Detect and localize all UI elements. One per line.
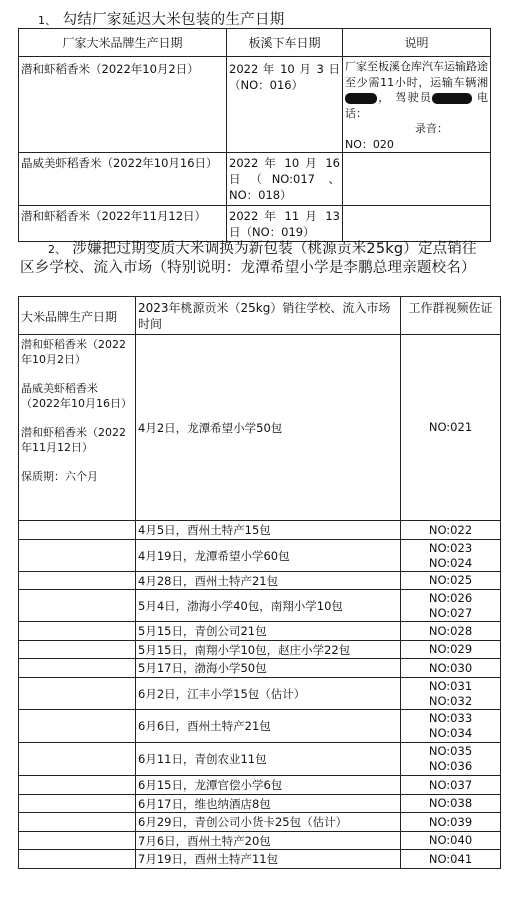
brand-empty-cell [19, 521, 136, 540]
brand-cell: 潜和虾稻香米（2022年11月12日） [19, 206, 227, 242]
sale-cell: 4月2日，龙潭希望小学50包 [136, 335, 401, 521]
evidence-cell [401, 590, 501, 622]
table-row [19, 572, 501, 590]
sale-cell: 5月15日，南翔小学10包，赵庄小学22包 [136, 641, 401, 659]
brand-empty-cell [19, 622, 136, 641]
table-row [19, 206, 491, 242]
section2-title: 涉嫌把过期变质大米调换为新包装（桃源贡米25kg）定点销往区乡学校、流入市场（特别说明：龙潭希望小学是李鹏总理亲题校名） [20, 241, 477, 276]
evidence-no: NO:032 [428, 693, 473, 708]
brand-empty-cell [19, 832, 136, 850]
table-row [19, 540, 501, 572]
evidence-no: NO:023 [428, 540, 473, 555]
sale-cell: 6月11日，青创农业11包 [136, 743, 401, 776]
table-row [19, 850, 501, 869]
brand-empty-cell [19, 572, 136, 590]
sale-cell: 5月4日，渤海小学40包，南翔小学10包 [136, 590, 401, 622]
evidence-cell [401, 540, 501, 572]
col-brand-header: 大米品牌生产日期 [19, 297, 136, 335]
brand-empty-cell [19, 710, 136, 743]
table-row [19, 659, 501, 678]
evidence-cell: NO:029 [401, 641, 501, 659]
brand-list-cell [19, 335, 136, 521]
table2-header-row [19, 297, 501, 335]
production-date-table [18, 28, 491, 242]
brand-cell: 潜和虾稻香米（2022年10月2日） [19, 57, 227, 153]
col-evidence-header: 工作群视频佐证 [401, 297, 501, 335]
arrival-cell: 2022 年 10 月 3 日（NO：016） [227, 57, 343, 153]
sale-cell: 4月5日，酉州土特产15包 [136, 521, 401, 540]
brand-empty-cell [19, 795, 136, 813]
sale-cell: 5月17日，渤海小学50包 [136, 659, 401, 678]
section2-number: 2、 [48, 243, 67, 256]
evidence-cell: NO:028 [401, 622, 501, 641]
note-no: NO：020 [345, 137, 394, 151]
table-row [19, 335, 501, 521]
brand-empty-cell [19, 678, 136, 710]
evidence-cell: NO:025 [401, 572, 501, 590]
brand-item: 潜和虾稻香米（2022年10月2日） [21, 338, 126, 366]
brand-empty-cell [19, 813, 136, 832]
brand-empty-cell [19, 776, 136, 795]
evidence-no: NO:024 [428, 555, 473, 570]
evidence-cell [401, 743, 501, 776]
evidence-cell [401, 678, 501, 710]
table-row [19, 641, 501, 659]
evidence-no: NO:034 [428, 726, 473, 740]
note-cell: 厂家至板溪仓库汽车运输路途至少需11小时，运输车辆湘， 驾驶员 电话： 录音： NO：020 [343, 57, 491, 153]
col-note-header: 说明 [343, 29, 491, 57]
arrival-cell: 2022 年 11 月 13 日（NO：019） [227, 206, 343, 242]
note-recording: 录音： [415, 122, 448, 135]
evidence-cell: NO:039 [401, 813, 501, 832]
table-row [19, 521, 501, 540]
table-row [19, 57, 491, 153]
sale-cell: 4月19日，龙潭希望小学60包 [136, 540, 401, 572]
evidence-no: NO:026 [428, 590, 473, 605]
redaction-mark [345, 93, 377, 104]
note-text: 厂家至板溪仓库汽车运输路途至少需11小时，运输车辆湘 [345, 60, 488, 89]
brand-cell: 晶威美虾稻香米（2022年10月16日） [19, 153, 227, 206]
redaction-mark [432, 93, 472, 104]
evidence-cell [401, 710, 501, 743]
evidence-no: NO:027 [428, 605, 473, 620]
section2-heading [20, 240, 486, 278]
sale-cell: 6月2日，江丰小学15包（估计） [136, 678, 401, 710]
evidence-cell: NO:037 [401, 776, 501, 795]
arrival-cell: 2022 年 10 月 16 日（NO:017 、 NO：018） [227, 153, 343, 206]
section1-number: 1、 [38, 14, 57, 27]
brand-item: 潜和虾稻香米（2022年11月12日） [21, 426, 126, 454]
table-row [19, 743, 501, 776]
evidence-cell: NO:022 [401, 521, 501, 540]
sale-cell: 7月6日，酉州土特产20包 [136, 832, 401, 850]
brand-empty-cell [19, 850, 136, 869]
evidence-cell: NO:041 [401, 850, 501, 869]
evidence-no: NO:031 [428, 678, 473, 693]
col-sales-header: 2023年桃源贡米（25kg）销往学校、流入市场时间 [136, 297, 401, 335]
table-row [19, 795, 501, 813]
sale-cell: 4月28日，酉州土特产21包 [136, 572, 401, 590]
table-row [19, 832, 501, 850]
brand-empty-cell [19, 743, 136, 776]
brand-item: 晶威美虾稻香米（2022年10月16日） [21, 382, 132, 410]
evidence-no: NO:033 [428, 711, 473, 725]
sale-cell: 6月6日，酉州土特产21包 [136, 710, 401, 743]
table-row [19, 678, 501, 710]
note-phone: 电话： [345, 91, 489, 120]
evidence-cell: NO:030 [401, 659, 501, 678]
note-driver: 驾驶员 [395, 91, 433, 104]
section1-title: 勾结厂家延迟大米包装的生产日期 [62, 12, 285, 28]
table-row [19, 153, 491, 206]
col-brand-header: 厂家大米品牌生产日期 [19, 29, 227, 57]
brand-empty-cell [19, 659, 136, 678]
brand-empty-cell [19, 641, 136, 659]
table-row [19, 590, 501, 622]
note-cell [343, 206, 491, 242]
section1-heading [38, 8, 285, 29]
table-row [19, 710, 501, 743]
table-row [19, 776, 501, 795]
evidence-cell: NO:040 [401, 832, 501, 850]
sale-cell: 5月15日，青创公司21包 [136, 622, 401, 641]
sale-cell: 6月15日，龙潭官偿小学6包 [136, 776, 401, 795]
table-row [19, 622, 501, 641]
col-arrival-header: 板溪下车日期 [227, 29, 343, 57]
note-cell [343, 153, 491, 206]
sale-cell: 7月19日，酉州土特产11包 [136, 850, 401, 869]
table1-header-row [19, 29, 491, 57]
sale-cell: 6月17日，维也纳酒店8包 [136, 795, 401, 813]
table-row [19, 813, 501, 832]
brand-empty-cell [19, 540, 136, 572]
brand-empty-cell [19, 590, 136, 622]
evidence-no: NO:036 [428, 759, 473, 773]
shelf-life: 保质期：六个月 [21, 470, 98, 483]
evidence-cell: NO:021 [401, 335, 501, 521]
evidence-no: NO:035 [428, 744, 473, 758]
evidence-cell: NO:038 [401, 795, 501, 813]
sale-cell: 6月29日，青创公司小货卡25包（估计） [136, 813, 401, 832]
sales-table [18, 296, 501, 869]
